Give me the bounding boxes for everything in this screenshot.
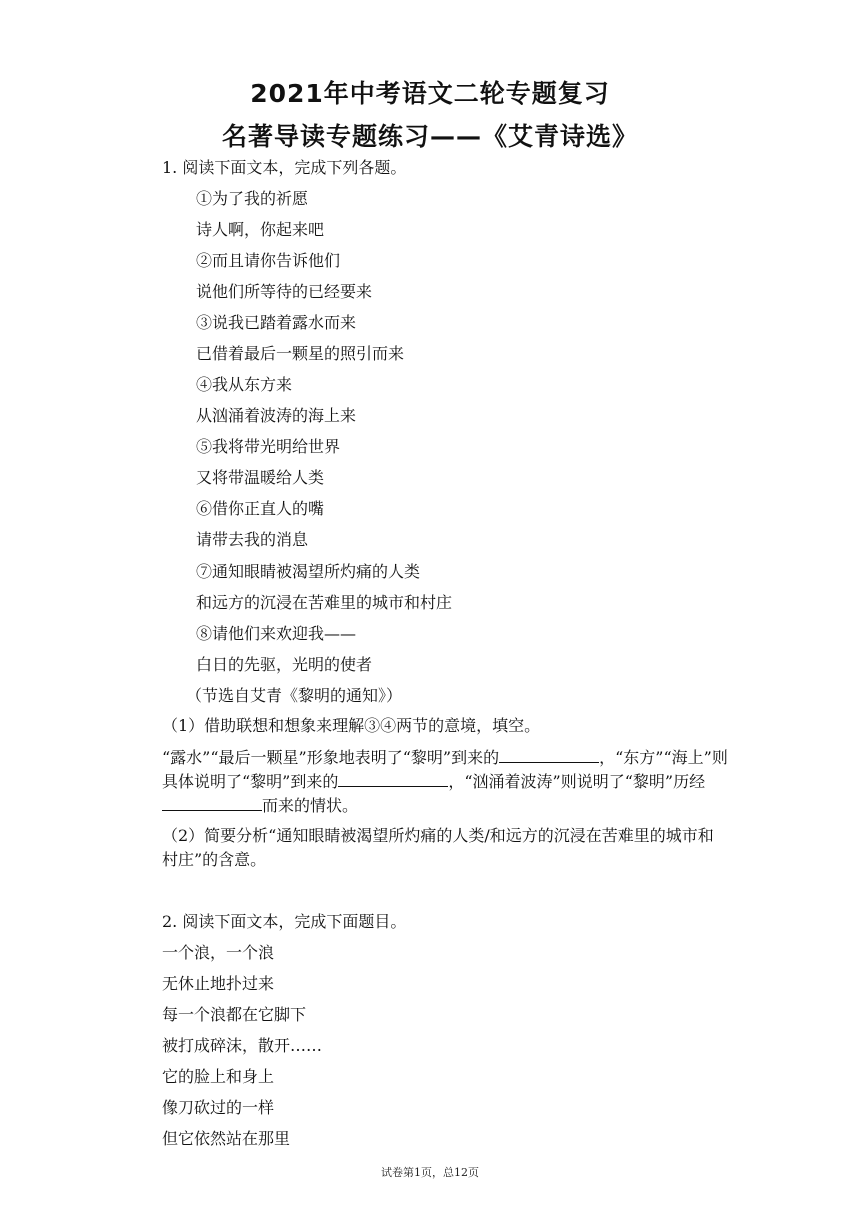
poem-line: 已借着最后一颗星的照引而来 (196, 344, 405, 363)
poem-line: 它的脸上和身上 (162, 1067, 275, 1086)
poem-line: ②而且请你告诉他们 (196, 251, 341, 270)
poem-line: ③说我已踏着露水而来 (196, 313, 357, 332)
poem-source: （节选自艾青《黎明的通知》） (186, 686, 403, 705)
poem-line: 每一个浪都在它脚下 (162, 1005, 307, 1024)
fill-text: ，“汹涌着波涛”则说明了“黎明”历经 (448, 772, 706, 791)
poem-line: 从汹涌着波涛的海上来 (196, 406, 357, 425)
poem-line: 但它依然站在那里 (162, 1129, 291, 1148)
answer-blank[interactable] (338, 770, 448, 787)
fill-text: ，“东方”“海上”则具体说明了“黎明”到来的 (162, 748, 728, 791)
poem-line: 又将带温暖给人类 (196, 468, 325, 487)
page-footer: 试卷第1页，总12页 (381, 1166, 479, 1179)
sub-question-1: （1）借助联想和想象来理解③④两节的意境，填空。 (162, 716, 541, 735)
question-1-prompt: 1. 阅读下面文本，完成下列各题。 (162, 158, 407, 177)
poem-line: ①为了我的祈愿 (196, 189, 309, 208)
poem-line: 像刀砍过的一样 (162, 1098, 275, 1117)
answer-blank[interactable] (162, 794, 262, 811)
poem-line: 被打成碎沫，散开…… (162, 1036, 323, 1055)
poem-line: 一个浪，一个浪 (162, 943, 275, 962)
poem-line: 无休止地扑过来 (162, 974, 275, 993)
document-title: 2021年中考语文二轮专题复习 (250, 79, 610, 108)
poem-line: 诗人啊，你起来吧 (196, 220, 325, 239)
sub-question-2: （2）简要分析“通知眼睛被渴望所灼痛的人类/和远方的沉浸在苦难里的城市和村庄”的含意。 (162, 826, 714, 869)
poem-line: ⑧请他们来欢迎我—— (196, 624, 357, 643)
poem-line: ⑥借你正直人的嘴 (196, 499, 325, 518)
poem-line: 白日的先驱，光明的使者 (196, 655, 373, 674)
poem-line: 说他们所等待的已经要来 (196, 282, 373, 301)
fill-text: 而来的情状。 (262, 796, 359, 815)
poem-line: ⑦通知眼睛被渴望所灼痛的人类 (196, 562, 421, 581)
poem-line: ④我从东方来 (196, 375, 293, 394)
fill-text: “露水”“最后一颗星”形象地表明了“黎明”到来的 (162, 748, 500, 767)
document-subtitle: 名著导读专题练习——《艾青诗选》 (221, 122, 638, 151)
poem-line: 请带去我的消息 (196, 530, 309, 549)
answer-blank[interactable] (499, 746, 599, 763)
poem-line: ⑤我将带光明给世界 (196, 437, 341, 456)
poem-line: 和远方的沉浸在苦难里的城市和村庄 (196, 593, 453, 612)
question-2-prompt: 2. 阅读下面文本，完成下面题目。 (162, 912, 407, 931)
fill-in-paragraph (162, 746, 742, 818)
